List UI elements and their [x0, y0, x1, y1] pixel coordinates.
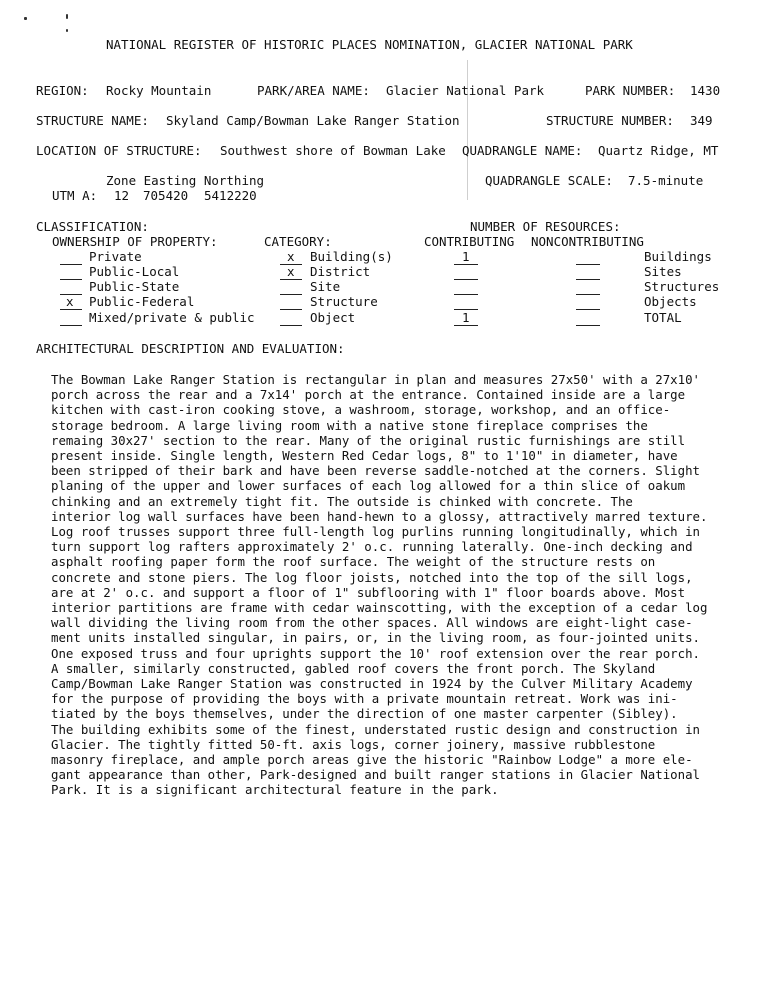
- ownership-option: Private: [89, 249, 142, 264]
- structure-name-value: Skyland Camp/Bowman Lake Ranger Station: [166, 113, 460, 128]
- resource-type-label: Buildings: [644, 249, 712, 264]
- utm-label: UTM A:: [52, 188, 98, 203]
- category-option: Site: [310, 279, 341, 294]
- location-label: LOCATION OF STRUCTURE:: [36, 143, 202, 158]
- count-line: [576, 279, 600, 280]
- count-line: [454, 294, 478, 295]
- description-text: The Bowman Lake Ranger Station is rectangular in plan and measures 27x50' with a 27x10' porch across the rear and a 7x14' porch at the entrance. Contained inside are a large kitchen with cast-iron cooking stove, a washroom, storage, workshop, and an office- storage bedroom. A large living room with a native stone fireplace comprises the remaing 30x27' section to the rear. Many of the original rustic furnishings are still present inside. Single length, Western Red Cedar logs, 8" to 1'10" in diameter, have been stripped of their bark and have been reverse saddle-notched at the corners. Slight planing of the upper and lower surfaces of each log allowed for a thin slice of oakum chinking and an extremely tight fit. The outside is chinked with concrete. The interior log wall surfaces have been hand-hewn to a glossy, attractively marred texture. Log roof trusses support three full-length log purlins running longitudinally, which in turn support log rafters approximately 2' o.c. running laterally. One-inch decking and asphalt roofing paper form the roof surface. The weight of the structure rests on concrete and stone piers. The log floor joists, notched into the top of the sill logs, are at 2' o.c. and support a floor of 1" subflooring with 1" floor boards above. Most interior partitions are frame with cedar wainscotting, with the exception of a cedar log wall dividing the living room from the other spaces. All windows are eight-light case- ment units installed singular, in pairs, or, in the living room, as four-jointed units. One exposed truss and four uprights support the 10' roof extension over the rear porch. A smaller, similarly constructed, gabled roof covers the front porch. The Skyland Camp/Bowman Lake Ranger Station was constructed in 1924 by the Culver Military Academy for the purpose of providing the boys with a private mountain retreat. Work was ini- tiated by the boys themselves, under the direction of one master carpenter (Sibley). The building exhibits some of the finest, understated rustic design and construction in Glacier. The tightly fitted 50-ft. axis logs, corner joinery, massive rubblestone masonry fireplace, and ample porch areas give the historic "Rainbow Lodge" a more ele- gant appearance than other, Park-designed and built ranger stations in Glacier National Park. It is a significant architectural feature in the park.: [51, 372, 708, 798]
- scan-speck: [66, 14, 68, 19]
- page-title: NATIONAL REGISTER OF HISTORIC PLACES NOMINATION, GLACIER NATIONAL PARK: [106, 37, 633, 52]
- ownership-option: Public-State: [89, 279, 180, 294]
- resource-type-label: Structures: [644, 279, 720, 294]
- quadrangle-name-label: QUADRANGLE NAME:: [462, 143, 583, 158]
- resources-heading: NUMBER OF RESOURCES:: [470, 219, 621, 234]
- category-option: District: [310, 264, 371, 279]
- checkbox-line: [280, 279, 302, 280]
- count-line: [454, 279, 478, 280]
- checkbox-line: [280, 309, 302, 310]
- park-area-label: PARK/AREA NAME:: [257, 83, 370, 98]
- checkbox-line: [60, 279, 82, 280]
- category-option: Building(s): [310, 249, 393, 264]
- structure-number-label: STRUCTURE NUMBER:: [546, 113, 674, 128]
- checkbox-line: [60, 264, 82, 265]
- location-value: Southwest shore of Bowman Lake: [220, 143, 446, 158]
- contributing-count: 1: [462, 249, 470, 264]
- count-line: [576, 264, 600, 265]
- checkbox-line: [280, 325, 302, 326]
- category-option: Structure: [310, 294, 378, 309]
- park-number-label: PARK NUMBER:: [585, 83, 676, 98]
- quadrangle-name-value: Quartz Ridge, MT: [598, 143, 719, 158]
- resource-type-label: Sites: [644, 264, 682, 279]
- quadrangle-scale-value: 7.5-minute: [628, 173, 704, 188]
- category-heading: CATEGORY:: [264, 234, 332, 249]
- ownership-option: Mixed/private & public: [89, 310, 255, 325]
- ownership-mark: x: [66, 294, 74, 309]
- structure-number-value: 349: [690, 113, 713, 128]
- region-value: Rocky Mountain: [106, 83, 212, 98]
- park-number-value: 1430: [690, 83, 721, 98]
- description-heading: ARCHITECTURAL DESCRIPTION AND EVALUATION:: [36, 341, 345, 356]
- checkbox-line: [280, 294, 302, 295]
- classification-heading: CLASSIFICATION:: [36, 219, 149, 234]
- ownership-heading: OWNERSHIP OF PROPERTY:: [52, 234, 218, 249]
- utm-northing: 5412220: [204, 188, 257, 203]
- structure-name-label: STRUCTURE NAME:: [36, 113, 149, 128]
- contributing-count: 1: [462, 310, 470, 325]
- count-line: [576, 325, 600, 326]
- category-option: Object: [310, 310, 356, 325]
- noncontributing-heading: NONCONTRIBUTING: [531, 234, 644, 249]
- category-mark: x: [287, 249, 295, 264]
- count-line: [454, 325, 478, 326]
- checkbox-line: [60, 325, 82, 326]
- resource-type-label: Objects: [644, 294, 697, 309]
- count-line: [576, 309, 600, 310]
- scan-speck: [24, 17, 27, 20]
- count-line: [576, 294, 600, 295]
- utm-zone: 12: [114, 188, 130, 203]
- scan-speck: [66, 29, 68, 32]
- count-line: [454, 264, 478, 265]
- fold-line: [467, 60, 468, 200]
- resource-type-label: TOTAL: [644, 310, 682, 325]
- category-mark: x: [287, 264, 295, 279]
- region-label: REGION:: [36, 83, 89, 98]
- checkbox-line: [60, 309, 82, 310]
- contributing-heading: CONTRIBUTING: [424, 234, 515, 249]
- quadrangle-scale-label: QUADRANGLE SCALE:: [485, 173, 613, 188]
- park-area-value: Glacier National Park: [386, 83, 545, 98]
- utm-column-header: Zone Easting Northing: [106, 173, 265, 188]
- ownership-option: Public-Federal: [89, 294, 195, 309]
- ownership-option: Public-Local: [89, 264, 180, 279]
- utm-easting: 705420: [143, 188, 189, 203]
